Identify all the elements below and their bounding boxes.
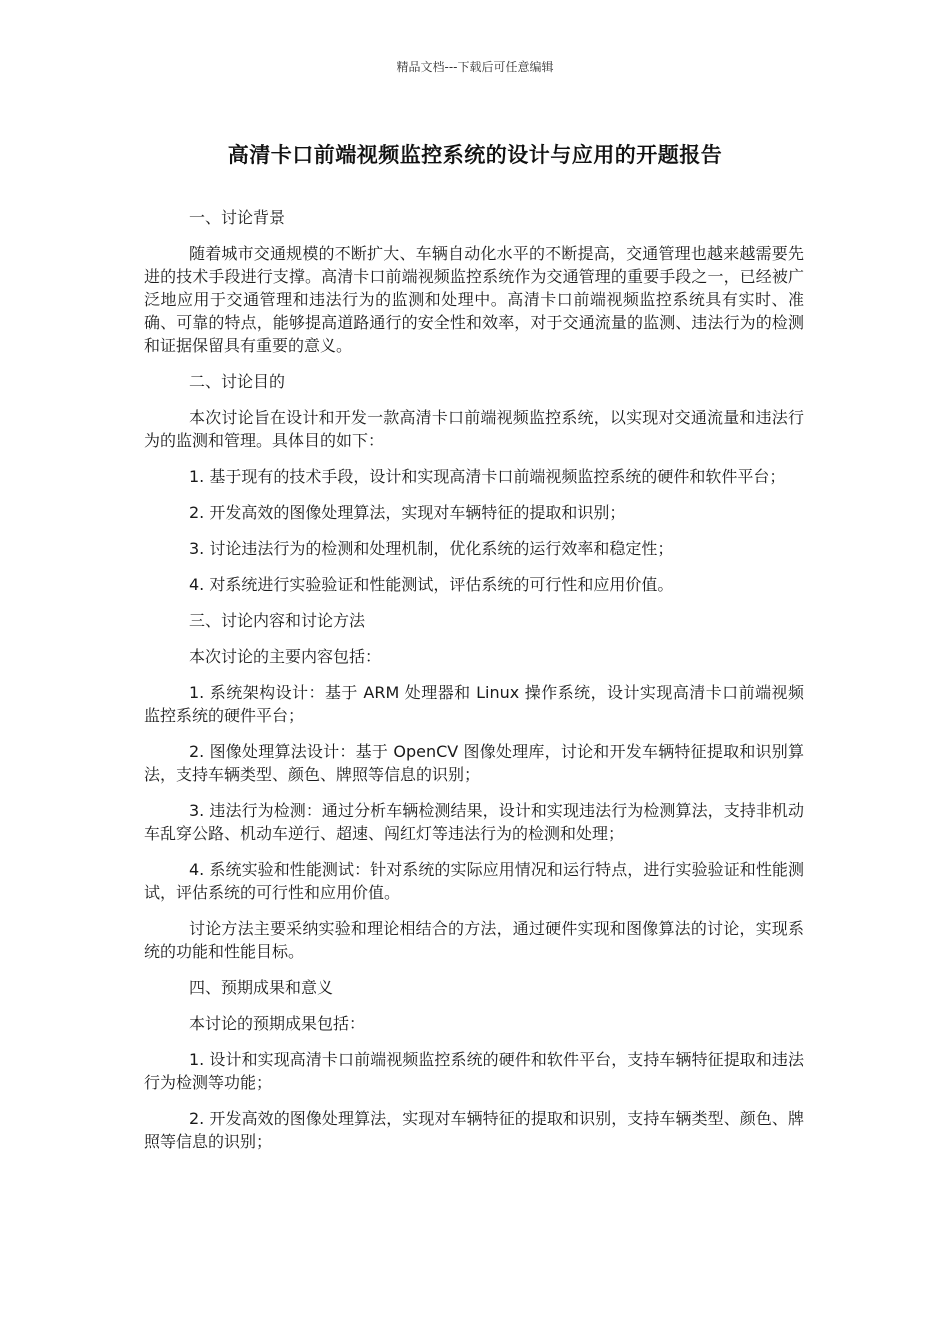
list-item-results-1: 1. 设计和实现高清卡口前端视频监控系统的硬件和软件平台，支持车辆特征提取和违法行为检测等功能； [144, 1050, 804, 1092]
list-item-content-4: 4. 系统实验和性能测试：针对系统的实际应用情况和运行特点，进行实验验证和性能测试，评估系统的可行性和应用价值。 [144, 860, 804, 902]
list-item-results-2: 2. 开发高效的图像处理算法，实现对车辆特征的提取和识别，支持车辆类型、颜色、牌照等信息的识别； [144, 1109, 804, 1151]
list-item-purpose-1: 1. 基于现有的技术手段，设计和实现高清卡口前端视频监控系统的硬件和软件平台； [189, 467, 786, 486]
section-heading-content-method: 三、讨论内容和讨论方法 [189, 611, 366, 630]
section-heading-purpose: 二、讨论目的 [189, 372, 286, 391]
list-item-purpose-2: 2. 开发高效的图像处理算法，实现对车辆特征的提取和识别； [189, 503, 626, 522]
list-item-purpose-4: 4. 对系统进行实验验证和性能测试，评估系统的可行性和应用价值。 [189, 575, 674, 594]
paragraph-background: 随着城市交通规模的不断扩大、车辆自动化水平的不断提高，交通管理也越来越需要先进的技术手段进行支撑。高清卡口前端视频监控系统作为交通管理的重要手段之一，已经被广泛地应用于交通管理和违法行为的监测和处理中。高清卡口前端视频监控系统具有实时、准确、可靠的特点，能够提高道路通行的安全性和效率，对于交通流量的监测、违法行为的检测和证据保留具有重要的意义。 [144, 244, 804, 355]
section-heading-results: 四、预期成果和意义 [189, 978, 334, 997]
paragraph-method: 讨论方法主要采纳实验和理论相结合的方法，通过硬件实现和图像算法的讨论，实现系统的功能和性能目标。 [144, 919, 804, 961]
list-item-purpose-3: 3. 讨论违法行为的检测和处理机制，优化系统的运行效率和稳定性； [189, 539, 674, 558]
header-note: 精品文档---下载后可任意编辑 [396, 60, 554, 74]
list-item-content-2: 2. 图像处理算法设计：基于 OpenCV 图像处理库，讨论和开发车辆特征提取和识别算法，支持车辆类型、颜色、牌照等信息的识别； [144, 742, 804, 784]
document-title: 高清卡口前端视频监控系统的设计与应用的开题报告 [227, 143, 723, 167]
paragraph-content-intro: 本次讨论的主要内容包括： [189, 647, 382, 666]
paragraph-purpose-intro: 本次讨论旨在设计和开发一款高清卡口前端视频监控系统，以实现对交通流量和违法行为的监测和管理。具体目的如下： [144, 408, 804, 450]
paragraph-results-intro: 本讨论的预期成果包括： [189, 1014, 366, 1033]
list-item-content-1: 1. 系统架构设计：基于 ARM 处理器和 Linux 操作系统，设计实现高清卡口前端视频监控系统的硬件平台； [144, 683, 804, 725]
section-heading-background: 一、讨论背景 [189, 208, 286, 227]
document-body [144, 206, 804, 1166]
list-item-content-3: 3. 违法行为检测：通过分析车辆检测结果，设计和实现违法行为检测算法，支持非机动车乱穿公路、机动车逆行、超速、闯红灯等违法行为的检测和处理； [144, 801, 804, 843]
